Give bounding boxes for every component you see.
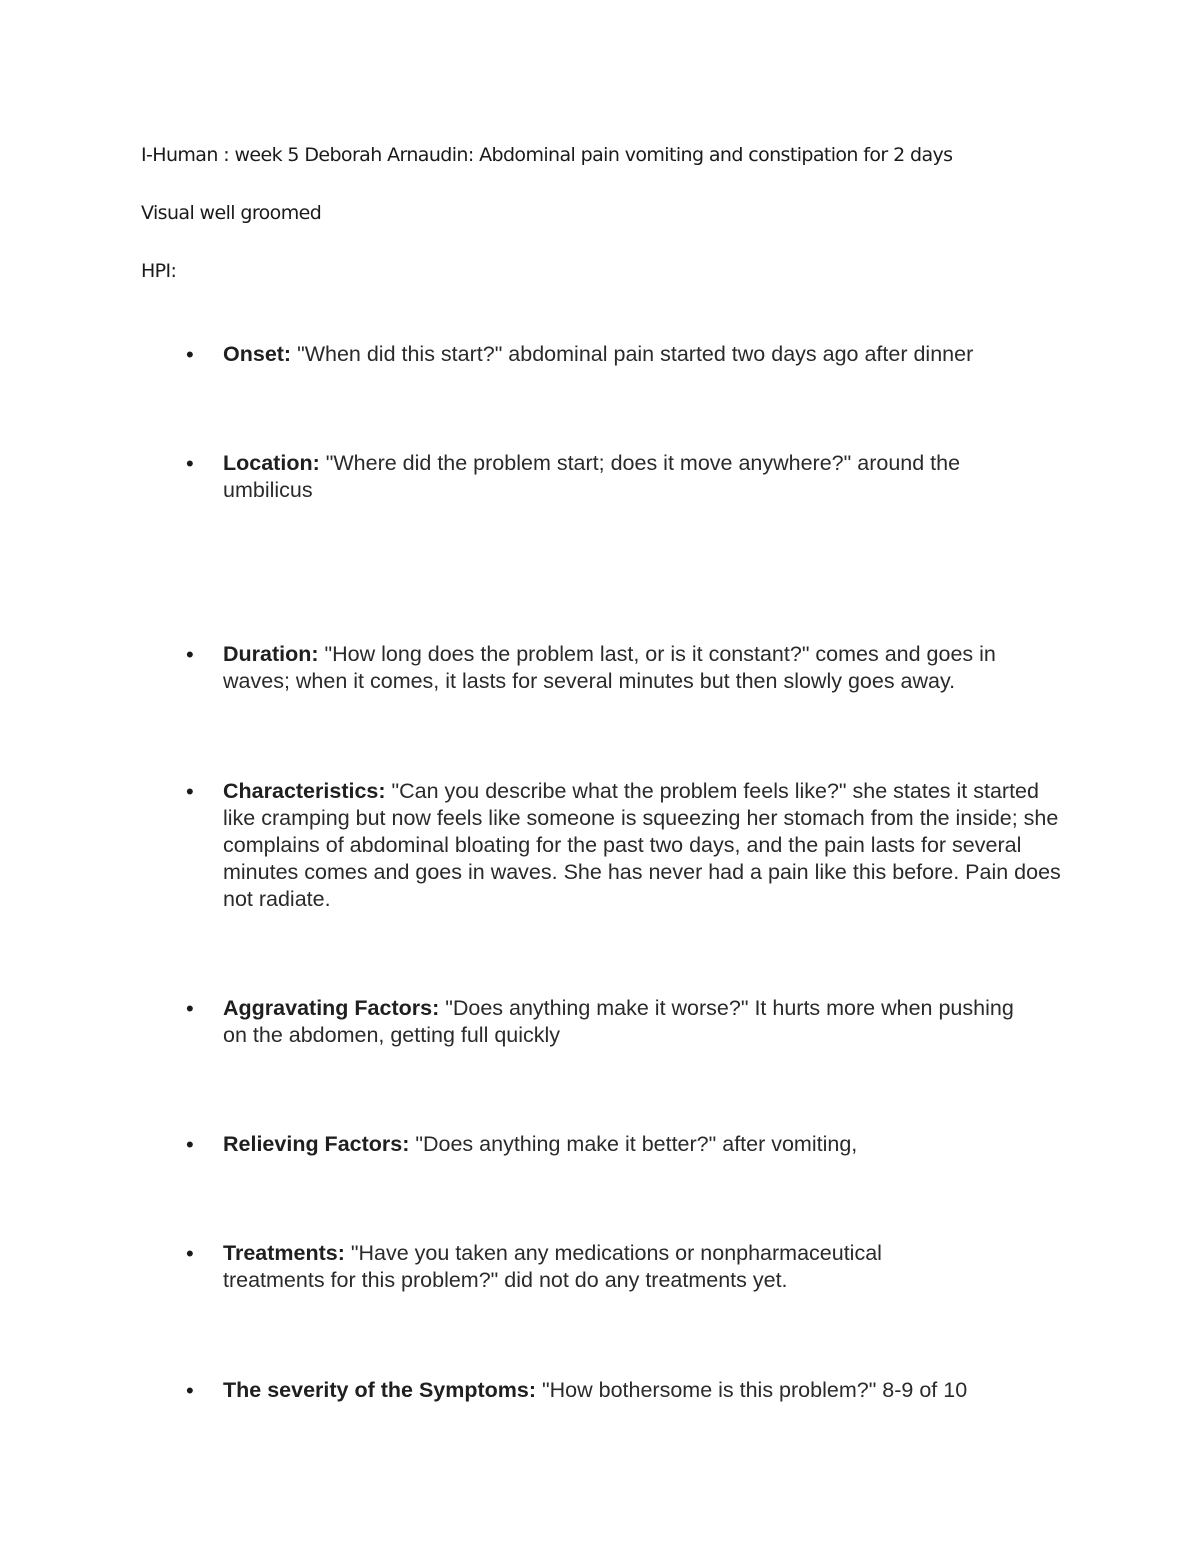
hpi-item-onset bbox=[186, 341, 1076, 368]
hpi-item-treatments bbox=[186, 1240, 1076, 1294]
item-text: "Have you taken any medications or nonpharmaceutical treatments for this problem?" did not do any treatments yet. bbox=[223, 1241, 882, 1292]
item-label: Location: bbox=[223, 451, 320, 475]
item-label: Aggravating Factors: bbox=[223, 996, 440, 1020]
hpi-item-severity bbox=[186, 1377, 1076, 1404]
bullet-icon: • bbox=[186, 342, 194, 367]
item-label: Duration: bbox=[223, 642, 319, 666]
bullet-icon: • bbox=[186, 1378, 194, 1403]
visual-note: Visual well groomed bbox=[141, 202, 322, 224]
item-label: Characteristics: bbox=[223, 779, 386, 803]
item-label: The severity of the Symptoms: bbox=[223, 1378, 537, 1402]
document-title: I-Human : week 5 Deborah Arnaudin: Abdominal pain vomiting and constipation for 2 days bbox=[141, 144, 953, 166]
hpi-item-characteristics bbox=[186, 778, 1076, 913]
item-text: "Does anything make it better?" after vomiting, bbox=[409, 1132, 858, 1156]
bullet-icon: • bbox=[186, 451, 194, 476]
item-label: Onset: bbox=[223, 342, 292, 366]
item-text: "Where did the problem start; does it move anywhere?" around the umbilicus bbox=[223, 451, 961, 502]
hpi-item-relieving-factors bbox=[186, 1131, 1076, 1158]
bullet-icon: • bbox=[186, 996, 194, 1021]
item-label: Relieving Factors: bbox=[223, 1132, 410, 1156]
item-text: "How bothersome is this problem?" 8-9 of 10 bbox=[536, 1378, 968, 1402]
bullet-icon: • bbox=[186, 1241, 194, 1266]
bullet-icon: • bbox=[186, 779, 194, 804]
hpi-item-duration bbox=[186, 641, 1076, 695]
hpi-item-location bbox=[186, 450, 1076, 504]
item-text: "Can you describe what the problem feels like?" she states it started like cramping but now feels like someone is squeezing her stomach from the inside; she complains of abdominal bloating for the past two days, and the pain lasts for several minutes comes and goes in waves. She has never had a pain like this before. Pain does not radiate. bbox=[223, 779, 1061, 911]
bullet-icon: • bbox=[186, 1132, 194, 1157]
item-text: "When did this start?" abdominal pain started two days ago after dinner bbox=[291, 342, 974, 366]
hpi-heading: HPI: bbox=[141, 260, 177, 282]
item-text: "How long does the problem last, or is it constant?" comes and goes in waves; when it comes, it lasts for several minutes but then slowly goes away. bbox=[223, 642, 996, 693]
item-label: Treatments: bbox=[223, 1241, 345, 1265]
hpi-item-aggravating-factors bbox=[186, 995, 1076, 1049]
bullet-icon: • bbox=[186, 642, 194, 667]
item-text: "Does anything make it worse?" It hurts more when pushing on the abdomen, getting full quickly bbox=[223, 996, 1014, 1047]
